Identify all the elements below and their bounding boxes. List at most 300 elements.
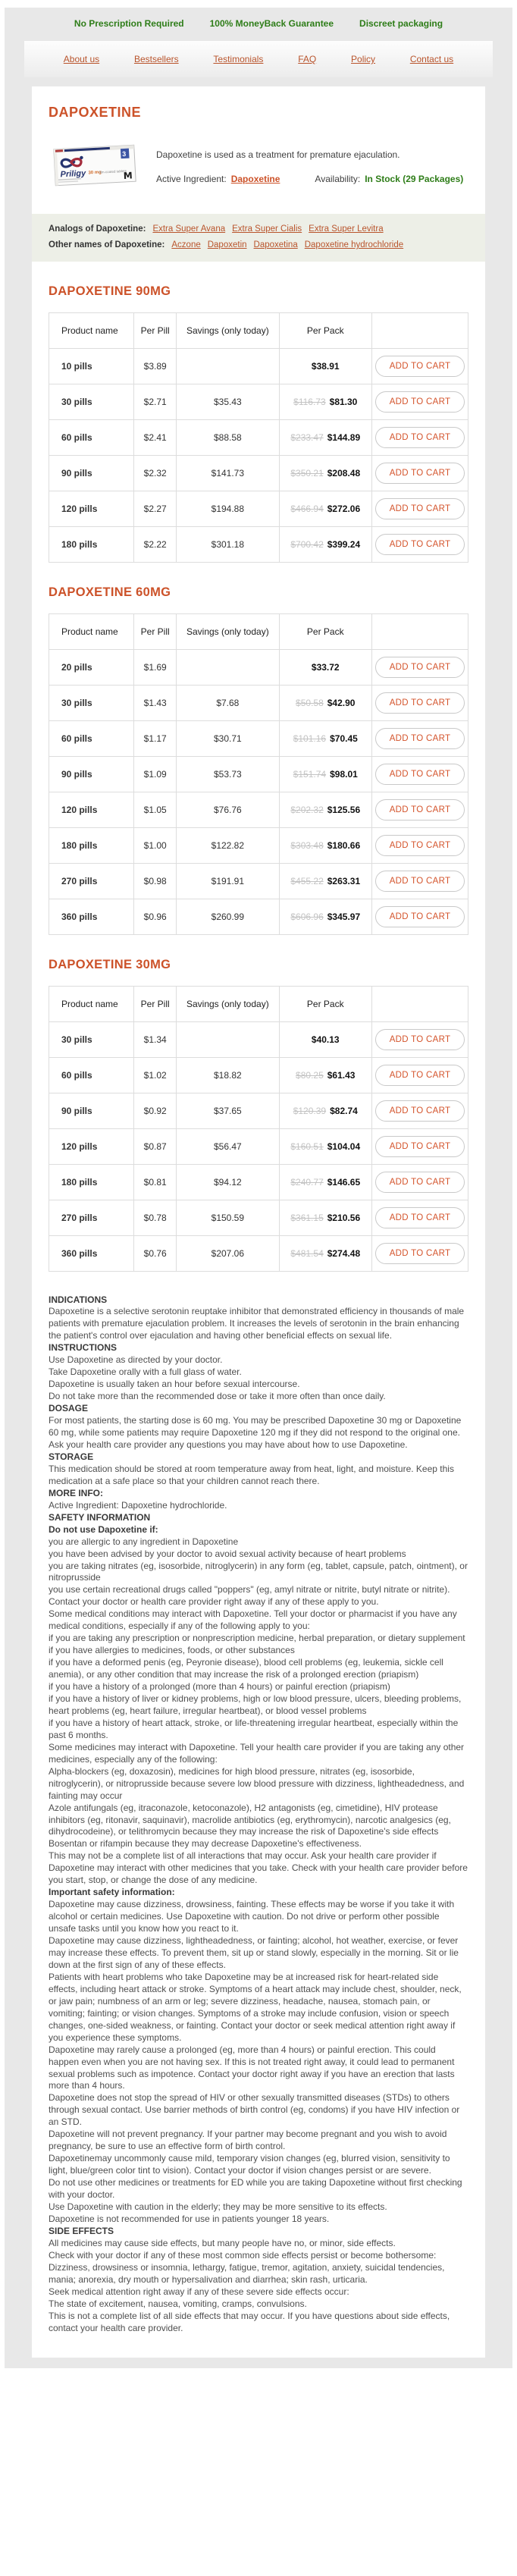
per-pack-cell	[279, 419, 372, 455]
pack-price: $81.30	[329, 396, 358, 407]
savings-cell: $88.58	[177, 419, 279, 455]
per-pack-cell	[279, 899, 372, 934]
old-price: $303.48	[290, 839, 324, 851]
cart-cell	[372, 1021, 468, 1057]
cart-cell	[372, 1128, 468, 1164]
table-row	[49, 1057, 468, 1093]
savings-cell: $53.73	[177, 756, 279, 792]
info-paragraph: Alpha-blockers (eg, doxazosin), medicines for high blood pressure, nitrates (eg, isosorbide, nitroglycerin), or nitroprusside because severe low blood pressure with dizziness, lightheadedness, and fainting may occur	[49, 1765, 465, 1801]
table-header-row	[49, 613, 468, 649]
column-header: Per Pack	[279, 613, 372, 649]
old-price: $50.58	[296, 697, 324, 708]
pack-price: $82.74	[330, 1105, 358, 1116]
nav-link-testimonials[interactable]: Testimonials	[213, 54, 264, 64]
old-price: $101.16	[293, 733, 327, 744]
column-header: Product name	[49, 613, 134, 649]
old-price: $116.73	[293, 396, 326, 407]
info-paragraph: Some medical conditions may interact with Dapoxetine. Tell your doctor or pharmacist if you have any medical conditions, especially if any of the following apply to you:	[49, 1608, 457, 1632]
main-nav	[24, 41, 493, 77]
cart-cell	[372, 649, 468, 685]
per-pack-cell	[279, 649, 372, 685]
analogs-line	[49, 221, 468, 237]
column-header: Per Pack	[279, 986, 372, 1021]
cart-cell	[372, 863, 468, 899]
product-name-cell: 90 pills	[49, 756, 134, 792]
per-pill-cell: $1.05	[134, 792, 177, 827]
add-to-cart-button[interactable]: ADD TO CART	[375, 534, 465, 555]
info-paragraph: if you have a deformed penis (eg, Peyronie disease), blood cell problems (eg, leukemia, sickle cell anemia), or any other condition that may increase the risk of a prolonged erection (priapism)	[49, 1657, 443, 1680]
info-paragraph: This may not be a complete list of all interactions that may occur. Ask your health care provider if Dapoxetine may interact with other medicines that you take. Check with your health care provider before you start, stop, or change the dose of any medicine.	[49, 1850, 468, 1886]
table-row	[49, 491, 468, 526]
info-paragraph: you are allergic to any ingredient in Dapoxetine	[49, 1536, 239, 1547]
pack-price: $208.48	[327, 467, 361, 478]
info-paragraph: Some medicines may interact with Dapoxetine. Tell your health care provider if you are taking any other medicines, especially any of the following:	[49, 1741, 465, 1765]
cart-cell	[372, 384, 468, 419]
pack-price: $104.04	[327, 1141, 361, 1152]
per-pack-cell	[279, 1057, 372, 1093]
info-heading: MORE INFO:	[49, 1487, 103, 1498]
per-pill-cell: $1.43	[134, 685, 177, 720]
announcement-bar	[5, 8, 512, 36]
announcement-item: 100% MoneyBack Guarantee	[209, 18, 334, 29]
old-price: $151.74	[293, 768, 327, 780]
per-pill-cell: $2.71	[134, 384, 177, 419]
column-header: Savings (only today)	[177, 986, 279, 1021]
per-pill-cell: $2.32	[134, 455, 177, 491]
price-table	[49, 613, 468, 935]
savings-cell: $150.59	[177, 1200, 279, 1235]
per-pack-cell	[279, 863, 372, 899]
info-paragraph: Azole antifungals (eg, itraconazole, ketoconazole), H2 antagonists (eg, cimetidine), HIV protease inhibitors (eg, ritonavir, saquinavir), macrolide antibiotics (eg, erythromycin), narcotic analgesics (eg, dihydrocodeine), or telithromycin because they may increase the risk of Dapoxetine's side effects	[49, 1802, 451, 1837]
table-row	[49, 899, 468, 934]
old-price: $350.21	[290, 467, 324, 478]
table-row	[49, 348, 468, 384]
product-name-cell: 120 pills	[49, 1128, 134, 1164]
per-pill-cell: $0.96	[134, 899, 177, 934]
add-to-cart-button[interactable]: ADD TO CART	[375, 657, 465, 678]
table-row	[49, 863, 468, 899]
info-heading: SAFETY INFORMATION	[49, 1511, 151, 1523]
table-row	[49, 384, 468, 419]
active-ingredient-label: Active Ingredient:	[156, 174, 227, 184]
savings-cell: $35.43	[177, 384, 279, 419]
availability-value: In Stock (29 Packages)	[365, 174, 464, 184]
other-name-link[interactable]: Dapoxetine hydrochloride	[304, 240, 404, 250]
info-heading: SIDE EFFECTS	[49, 2225, 114, 2236]
info-paragraph: Dapoxetine may cause dizziness, drowsiness, fainting. These effects may be worse if you take it with alcohol or certain medicines. Use Dapoxetine with caution. Do not drive or perform other possible unsafe tasks until you know how you react to it.	[49, 1899, 455, 1934]
table-row	[49, 649, 468, 685]
savings-cell: $301.18	[177, 526, 279, 562]
analog-link[interactable]: Extra Super Levitra	[309, 224, 384, 234]
table-row	[49, 419, 468, 455]
per-pack-cell	[279, 1128, 372, 1164]
nav-link-policy[interactable]: Policy	[351, 54, 376, 64]
section-title: DAPOXETINE 60MG	[49, 585, 171, 599]
info-paragraph: Ask your health care provider any questions you may have about how to use Dapoxetine.	[49, 1439, 408, 1450]
old-price: $466.94	[290, 503, 324, 514]
info-paragraph: Bosentan or rifampin because they may decrease Dapoxetine's effectiveness.	[49, 1838, 362, 1850]
pack-price: $38.91	[311, 360, 340, 372]
savings-cell: $260.99	[177, 899, 279, 934]
info-paragraph: Dapoxetine may cause dizziness, lightheadedness, or fainting; alcohol, hot weather, exercise, or fever may increase these effects. To prevent them, sit up or stand slowly, especially in the morning. Sit or lie down at the first sign of any of these effects.	[49, 1935, 459, 1970]
table-row	[49, 1021, 468, 1057]
product-name-cell: 120 pills	[49, 792, 134, 827]
table-row	[49, 1128, 468, 1164]
per-pill-cell: $2.27	[134, 491, 177, 526]
table-row	[49, 455, 468, 491]
product-description: Dapoxetine is used as a treatment for premature ejaculation.	[156, 149, 400, 160]
info-paragraph: Do not use other medicines or treatments for ED while you are taking Dapoxetine without first checking with your doctor.	[49, 2177, 462, 2201]
info-paragraph: Dapoxetine may rarely cause a prolonged (eg, more than 4 hours) or painful erection. This could happen even when you are not having sex. If this is not treated right away, it could lead to permanent sexual problems such as impotence. Contact your doctor right away if you have an erection that lasts more than 4 hours.	[49, 2044, 455, 2091]
add-to-cart-button[interactable]: ADD TO CART	[375, 1065, 465, 1086]
nav-link-bestsellers[interactable]: Bestsellers	[133, 54, 179, 64]
info-paragraph: Dapoxetine does not stop the spread of HIV or other sexually transmitted diseases (STDs) to others through sexual contact. Use barrier methods of birth control (eg, condoms) if you have HIV infection or an STD.	[49, 2092, 460, 2128]
section-title: DAPOXETINE 90MG	[49, 284, 171, 298]
pack-price: $33.72	[311, 661, 340, 673]
old-price: $120.39	[293, 1105, 327, 1116]
savings-cell: $94.12	[177, 1164, 279, 1200]
per-pack-cell	[279, 720, 372, 756]
add-to-cart-button[interactable]: ADD TO CART	[375, 356, 465, 377]
pack-price: $98.01	[330, 768, 358, 780]
svg-text:M: M	[123, 170, 133, 182]
add-to-cart-button[interactable]: ADD TO CART	[375, 764, 465, 785]
savings-cell: $7.68	[177, 685, 279, 720]
savings-cell	[177, 348, 279, 384]
info-paragraph: Dapoxetine is usually taken an hour before sexual intercourse.	[49, 1379, 300, 1390]
info-paragraph: if you have a history of liver or kidney problems, high or low blood pressure, ulcers, bleeding problems, heart problems (eg, heart failure, irregular heartbeat), or blood vessel problems	[49, 1693, 462, 1716]
info-paragraph: Dapoxetine is not recommended for use in patients younger 18 years.	[49, 2213, 330, 2224]
add-to-cart-button[interactable]: ADD TO CART	[375, 1243, 465, 1264]
cart-cell	[372, 720, 468, 756]
cart-cell	[372, 827, 468, 863]
active-ingredient-link[interactable]: Dapoxetine	[230, 174, 280, 184]
nav-link-contact-us[interactable]: Contact us	[409, 54, 454, 64]
pack-price: $399.24	[327, 538, 361, 550]
table-row	[49, 792, 468, 827]
add-to-cart-button[interactable]: ADD TO CART	[375, 391, 465, 413]
info-paragraph: if you are taking any prescription or nonprescription medicine, herbal preparation, or dietary supplement	[49, 1633, 465, 1644]
column-header: Product name	[49, 312, 134, 348]
info-heading: Important safety information:	[49, 1887, 175, 1898]
cart-cell	[372, 1164, 468, 1200]
per-pill-cell: $0.92	[134, 1093, 177, 1128]
per-pack-cell	[279, 1093, 372, 1128]
info-paragraph: Check with your doctor if any of these most common side effects persist or become bothersome:	[49, 2249, 437, 2261]
product-name-cell: 60 pills	[49, 1057, 134, 1093]
product-name-cell: 20 pills	[49, 649, 134, 685]
per-pill-cell: $3.89	[134, 348, 177, 384]
announcement-item: Discreet packaging	[359, 18, 443, 29]
product-name-cell: 270 pills	[49, 863, 134, 899]
savings-cell: $76.76	[177, 792, 279, 827]
info-heading: INDICATIONS	[49, 1294, 108, 1305]
table-row	[49, 1164, 468, 1200]
info-paragraph: This medication should be stored at room temperature away from heat, light, and moisture. Keep this medication at a safe place so that your children cannot reach there.	[49, 1463, 454, 1486]
per-pack-cell	[279, 384, 372, 419]
add-to-cart-button[interactable]: ADD TO CART	[375, 427, 465, 448]
column-header	[372, 613, 468, 649]
add-to-cart-button[interactable]: ADD TO CART	[375, 728, 465, 749]
product-summary	[49, 140, 468, 194]
table-header-row	[49, 986, 468, 1021]
per-pack-cell	[279, 1164, 372, 1200]
per-pack-cell	[279, 1021, 372, 1057]
section-title: DAPOXETINE 30MG	[49, 957, 171, 971]
pack-price: $274.48	[327, 1247, 361, 1259]
info-paragraph: Dapoxetine will not prevent pregnancy. If your partner may become pregnant and you wish to avoid pregnancy, be sure to use an effective form of birth control.	[49, 2129, 447, 2152]
old-price: $202.32	[290, 804, 324, 815]
table-row	[49, 685, 468, 720]
old-price: $233.47	[290, 431, 324, 443]
info-paragraph: Take Dapoxetine orally with a full glass of water.	[49, 1366, 242, 1378]
savings-cell: $122.82	[177, 827, 279, 863]
product-name-cell: 360 pills	[49, 1235, 134, 1271]
pricing-sections	[49, 284, 468, 1272]
info-heading: DOSAGE	[49, 1403, 89, 1414]
availability-label: Availability:	[315, 174, 361, 184]
per-pill-cell: $2.41	[134, 419, 177, 455]
column-header	[372, 986, 468, 1021]
product-name-cell: 360 pills	[49, 899, 134, 934]
per-pill-cell: $1.69	[134, 649, 177, 685]
add-to-cart-button[interactable]: ADD TO CART	[375, 1029, 465, 1050]
cart-cell	[372, 491, 468, 526]
add-to-cart-button[interactable]: ADD TO CART	[375, 1100, 465, 1122]
nav-link-faq[interactable]: FAQ	[298, 54, 317, 64]
other-names-label: Other names of Dapoxetine:	[49, 240, 165, 250]
info-paragraph: Dapoxetine is a selective serotonin reuptake inhibitor that demonstrated efficiency in thousands of male patients with premature ejaculation problem. It increases the levels of serotonin in the brain enhancing the patient's control over ejaculation and having other beneficial effects on sexual life.	[49, 1306, 465, 1341]
per-pill-cell: $0.98	[134, 863, 177, 899]
product-name-cell: 30 pills	[49, 384, 134, 419]
product-name-cell: 180 pills	[49, 526, 134, 562]
info-paragraph: if you have allergies to medicines, foods, or other substances	[49, 1645, 295, 1656]
page-background	[5, 8, 512, 2368]
old-price: $606.96	[290, 911, 324, 922]
info-paragraph: if you have a history of a prolonged (more than 4 hours) or painful erection (priapism)	[49, 1681, 390, 1693]
svg-text:30 mg: 30 mg	[88, 170, 102, 176]
svg-text:film-coated tablets: film-coated tablets	[99, 168, 127, 174]
cart-cell	[372, 1235, 468, 1271]
product-name-cell: 180 pills	[49, 1164, 134, 1200]
pill-box-image	[49, 140, 141, 190]
add-to-cart-button[interactable]: ADD TO CART	[375, 463, 465, 484]
per-pack-cell	[279, 792, 372, 827]
info-paragraph: Do not take more than the recommended dose or take it more often than once daily.	[49, 1391, 386, 1402]
product-name-cell: 90 pills	[49, 1093, 134, 1128]
pack-price: $61.43	[327, 1069, 356, 1081]
price-table	[49, 312, 468, 563]
pack-price: $42.90	[327, 697, 356, 708]
savings-cell	[177, 649, 279, 685]
add-to-cart-button[interactable]: ADD TO CART	[375, 906, 465, 927]
per-pack-cell	[279, 756, 372, 792]
info-paragraph: Use Dapoxetine with caution in the elderly; they may be more sensitive to its effects.	[49, 2201, 387, 2213]
add-to-cart-button[interactable]: ADD TO CART	[375, 1207, 465, 1228]
savings-cell: $207.06	[177, 1235, 279, 1271]
cart-cell	[372, 348, 468, 384]
per-pill-cell: $1.00	[134, 827, 177, 863]
price-table	[49, 986, 468, 1272]
savings-cell: $194.88	[177, 491, 279, 526]
per-pill-cell: $0.78	[134, 1200, 177, 1235]
table-row	[49, 1200, 468, 1235]
product-name-cell: 30 pills	[49, 1021, 134, 1057]
announcement-item: No Prescription Required	[74, 18, 184, 29]
info-paragraph: Active Ingredient: Dapoxetine hydrochloride.	[49, 1499, 227, 1511]
pack-price: $40.13	[311, 1034, 340, 1045]
cart-cell	[372, 1057, 468, 1093]
per-pack-cell	[279, 827, 372, 863]
analog-link[interactable]: Extra Super Cialis	[232, 224, 302, 234]
old-price: $240.77	[290, 1176, 324, 1188]
drug-information	[49, 1294, 468, 2335]
cart-cell	[372, 1093, 468, 1128]
savings-cell: $141.73	[177, 455, 279, 491]
add-to-cart-button[interactable]: ADD TO CART	[375, 799, 465, 820]
pack-price: $272.06	[327, 503, 361, 514]
per-pill-cell: $0.76	[134, 1235, 177, 1271]
column-header: Per Pack	[279, 312, 372, 348]
column-header: Product name	[49, 986, 134, 1021]
per-pack-cell	[279, 1235, 372, 1271]
cart-cell	[372, 526, 468, 562]
pack-price: $263.31	[327, 875, 361, 886]
table-row	[49, 1093, 468, 1128]
info-paragraph: you use certain recreational drugs called "poppers" (eg, amyl nitrate or nitrite, butyl nitrate or nitrite).	[49, 1584, 450, 1595]
column-header: Per Pill	[134, 986, 177, 1021]
other-names-line	[49, 237, 468, 253]
savings-cell: $30.71	[177, 720, 279, 756]
old-price: $80.25	[296, 1069, 324, 1081]
table-row	[49, 756, 468, 792]
per-pill-cell: $1.02	[134, 1057, 177, 1093]
nav-link-about-us[interactable]: About us	[63, 54, 100, 64]
column-header: Per Pill	[134, 312, 177, 348]
add-to-cart-button[interactable]: ADD TO CART	[375, 1172, 465, 1193]
info-paragraph: Dizziness, drowsiness or insomnia, lethargy, fatigue, tremor, agitation, anxiety, suicidal tendencies, mania; anorexia, dry mouth or hypersalivation and diarrhea; skin rash, urticaria.	[49, 2261, 445, 2285]
analogs-box	[32, 214, 485, 262]
column-header: Savings (only today)	[177, 613, 279, 649]
per-pill-cell: $0.87	[134, 1128, 177, 1164]
per-pack-cell	[279, 526, 372, 562]
info-paragraph: you are taking nitrates (eg, isosorbide, nitroglycerin) in any form (eg, tablet, capsule, patch, ointment), or nitroprusside	[49, 1560, 468, 1583]
cart-cell	[372, 685, 468, 720]
cart-cell	[372, 419, 468, 455]
per-pill-cell: $1.17	[134, 720, 177, 756]
cart-cell	[372, 455, 468, 491]
table-row	[49, 1235, 468, 1271]
other-name-link[interactable]: Dapoxetin	[207, 240, 247, 250]
pack-price: $210.56	[327, 1212, 361, 1223]
product-name-cell: 270 pills	[49, 1200, 134, 1235]
pack-price: $144.89	[327, 431, 361, 443]
page-title: DAPOXETINE	[49, 105, 142, 120]
info-paragraph: you have been advised by your doctor to avoid sexual activity because of heart problems	[49, 1548, 406, 1559]
product-name-cell: 60 pills	[49, 720, 134, 756]
add-to-cart-button[interactable]: ADD TO CART	[375, 498, 465, 519]
add-to-cart-button[interactable]: ADD TO CART	[375, 1136, 465, 1157]
info-heading: STORAGE	[49, 1451, 94, 1462]
savings-cell	[177, 1021, 279, 1057]
old-price: $160.51	[290, 1141, 324, 1152]
product-name-cell: 60 pills	[49, 419, 134, 455]
info-paragraph: Patients with heart problems who take Dapoxetine may be at increased risk for heart-related side effects, including heart attack or stroke. Symptoms of a heart attack may include chest, shoulder, neck, or jaw pain; numbness of an arm or leg; severe dizziness, headache, nausea, stomach pain, or vomiting; fainting; or vision changes. Symptoms of a stroke may include confusion, vision or speech changes, one-sided weakness, or fainting. Contact your doctor or seek medical attention right away if you experience these symptoms.	[49, 1971, 462, 2043]
per-pack-cell	[279, 685, 372, 720]
savings-cell: $191.91	[177, 863, 279, 899]
pack-price: $125.56	[327, 804, 361, 815]
info-paragraph: The state of excitement, nausea, vomiting, cramps, convulsions.	[49, 2298, 307, 2309]
old-price: $700.42	[290, 538, 324, 550]
per-pack-cell	[279, 348, 372, 384]
per-pack-cell	[279, 455, 372, 491]
info-paragraph: if you have a history of heart attack, stroke, or life-threatening irregular heartbeat, especially within the past 6 months.	[49, 1717, 459, 1740]
per-pill-cell: $1.09	[134, 756, 177, 792]
info-paragraph: All medicines may cause side effects, but many people have no, or minor, side effects.	[49, 2237, 396, 2248]
svg-text:3: 3	[122, 149, 127, 158]
info-paragraph: Seek medical attention right away if any of these severe side effects occur:	[49, 2286, 349, 2297]
savings-cell: $37.65	[177, 1093, 279, 1128]
add-to-cart-button[interactable]: ADD TO CART	[375, 871, 465, 892]
svg-text:Priligy: Priligy	[60, 168, 86, 180]
other-name-link[interactable]: Dapoxetina	[253, 240, 298, 250]
product-name-cell: 180 pills	[49, 827, 134, 863]
info-heading: Do not use Dapoxetine if:	[49, 1523, 158, 1535]
content-card	[32, 86, 485, 2358]
per-pack-cell	[279, 491, 372, 526]
product-name-cell: 120 pills	[49, 491, 134, 526]
pack-price: $146.65	[327, 1176, 361, 1188]
column-header: Savings (only today)	[177, 312, 279, 348]
table-row	[49, 827, 468, 863]
savings-cell: $18.82	[177, 1057, 279, 1093]
add-to-cart-button[interactable]: ADD TO CART	[375, 692, 465, 714]
info-paragraph: This is not a complete list of all side effects that may occur. If you have questions about side effects, contact your health care provider.	[49, 2310, 450, 2333]
other-names-links	[164, 240, 403, 249]
product-photo	[49, 140, 141, 194]
product-info	[156, 140, 463, 184]
table-header-row	[49, 312, 468, 348]
product-name-cell: 90 pills	[49, 455, 134, 491]
table-row	[49, 526, 468, 562]
info-paragraph: Contact your doctor or health care provider right away if any of these apply to you.	[49, 1596, 379, 1608]
analogs-links	[146, 224, 383, 234]
cart-cell	[372, 1200, 468, 1235]
analog-link[interactable]: Extra Super Avana	[152, 224, 226, 234]
pack-price: $180.66	[327, 839, 361, 851]
old-price: $481.54	[290, 1247, 324, 1259]
cart-cell	[372, 899, 468, 934]
add-to-cart-button[interactable]: ADD TO CART	[375, 835, 465, 856]
cart-cell	[372, 756, 468, 792]
info-heading: INSTRUCTIONS	[49, 1342, 117, 1354]
info-paragraph: Dapoxetinemay uncommonly cause mild, temporary vision changes (eg, blurred vision, sensitivity to light, blue/green color tint to vision). Contact your doctor if vision changes persist or are severe.	[49, 2153, 450, 2176]
info-paragraph: Use Dapoxetine as directed by your doctor.	[49, 1354, 223, 1366]
old-price: $361.15	[290, 1212, 324, 1223]
pack-price: $345.97	[327, 911, 361, 922]
info-paragraph: For most patients, the starting dose is 60 mg. You may be prescribed Dapoxetine 30 mg or Dapoxetine 60 mg, while some patients may require Dapoxetine 120 mg if they did not respond to the original one.	[49, 1415, 462, 1439]
analogs-label: Analogs of Dapoxetine:	[49, 224, 146, 234]
pack-price: $70.45	[330, 733, 358, 744]
column-header: Per Pill	[134, 613, 177, 649]
per-pill-cell: $0.81	[134, 1164, 177, 1200]
other-name-link[interactable]: Aczone	[171, 240, 201, 250]
per-pill-cell: $1.34	[134, 1021, 177, 1057]
table-row	[49, 720, 468, 756]
savings-cell: $56.47	[177, 1128, 279, 1164]
per-pack-cell	[279, 1200, 372, 1235]
product-name-cell: 30 pills	[49, 685, 134, 720]
